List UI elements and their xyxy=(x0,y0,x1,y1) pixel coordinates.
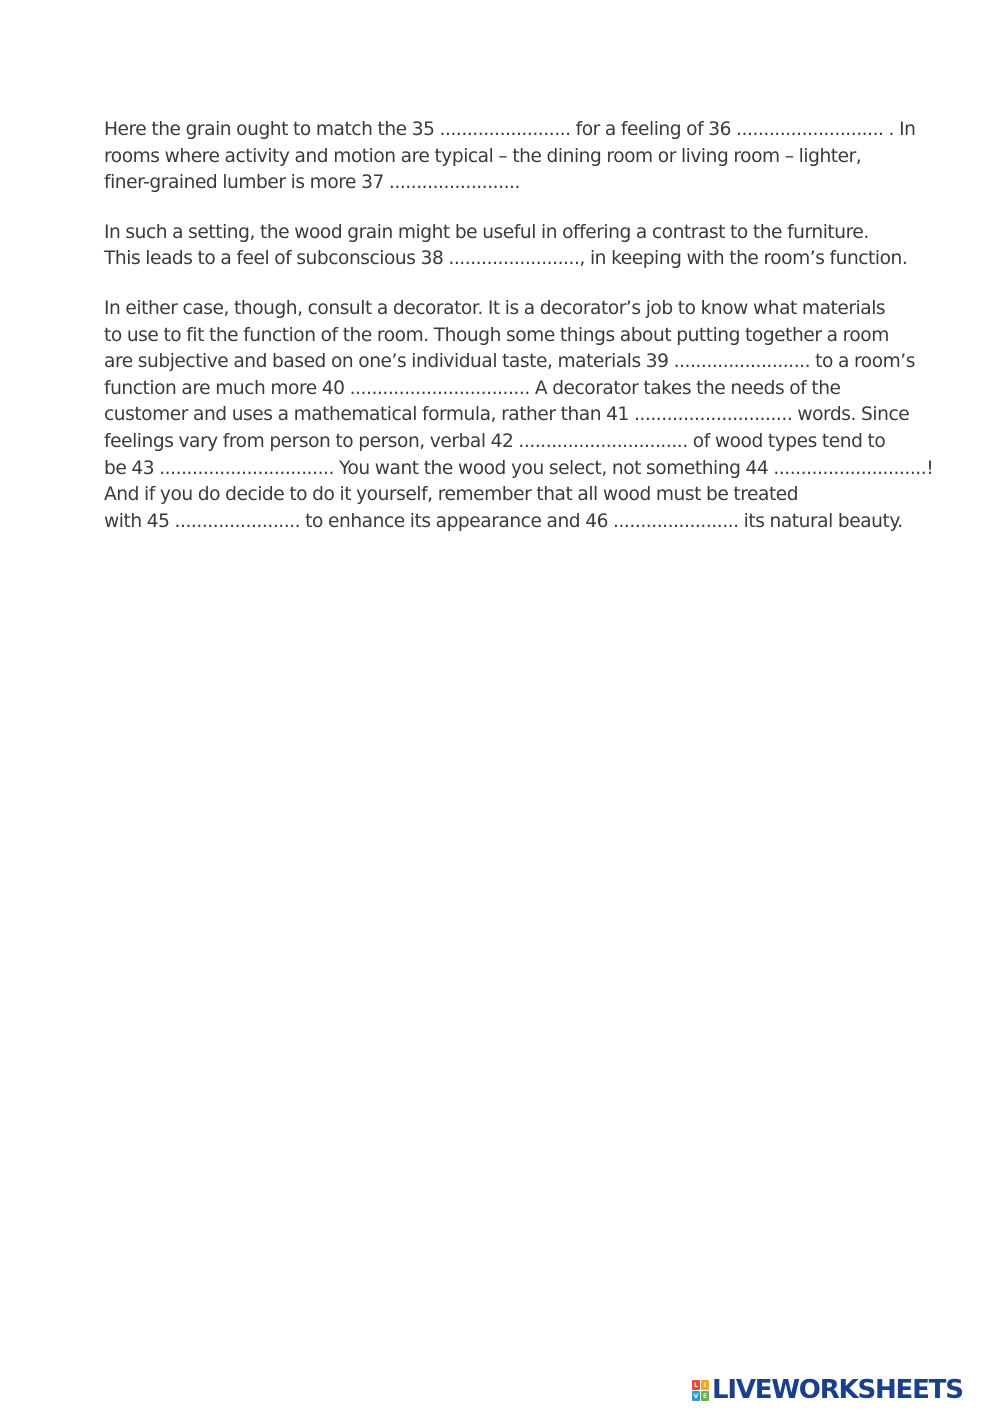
text-line: are subjective and based on one’s individual taste, materials 39 ......................... to a room’s xyxy=(104,351,915,373)
paragraph-3 xyxy=(104,296,944,535)
text-line: be 43 ................................ You want the wood you select, not something 44 ............................! xyxy=(104,457,934,479)
text-line: to use to fit the function of the room. Though some things about putting together a room xyxy=(104,324,889,346)
text-line: In such a setting, the wood grain might be useful in offering a contrast to the furniture. xyxy=(104,221,869,243)
text-line: function are much more 40 ................................. A decorator takes the needs of the xyxy=(104,377,841,399)
paragraph-1 xyxy=(104,117,944,197)
text-line: finer-grained lumber is more 37 ........................ xyxy=(104,172,520,194)
logo-letter-e: E xyxy=(702,1392,708,1400)
text-line: In either case, though, consult a decorator. It is a decorator’s job to know what materials xyxy=(104,297,886,319)
logo-letter-v: V xyxy=(693,1392,699,1400)
logo-text: LIVEWORKSHEETS xyxy=(712,1375,963,1405)
liveworksheets-logo xyxy=(692,1374,963,1406)
worksheet-text xyxy=(104,117,944,558)
text-line: customer and uses a mathematical formula, rather than 41 ............................. words. Since xyxy=(104,404,910,426)
text-line: And if you do decide to do it yourself, remember that all wood must be treated xyxy=(104,484,799,506)
logo-letter-i: I xyxy=(701,1380,709,1390)
paragraph-2 xyxy=(104,220,944,273)
text-line: feelings vary from person to person, verbal 42 ............................... of wood types tend to xyxy=(104,430,886,452)
live-logo-icon xyxy=(692,1380,708,1400)
text-line: This leads to a feel of subconscious 38 ........................, in keeping with the room’s function. xyxy=(104,248,908,270)
text-line: rooms where activity and motion are typical – the dining room or living room – lighter, xyxy=(104,145,862,167)
text-line: with 45 ....................... to enhance its appearance and 46 ....................... its natural beauty. xyxy=(104,510,903,532)
text-line: Here the grain ought to match the 35 ........................ for a feeling of 36 ........................... . In xyxy=(104,119,916,140)
logo-letter-l: L xyxy=(692,1380,700,1390)
